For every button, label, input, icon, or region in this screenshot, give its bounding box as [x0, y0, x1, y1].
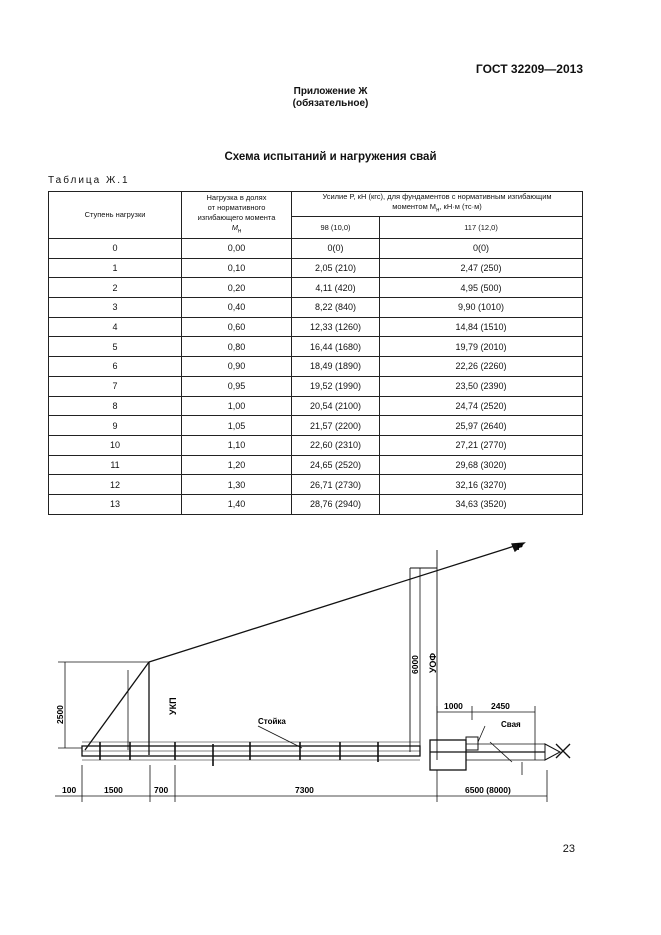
table-cell: 27,21 (2770)	[380, 435, 583, 455]
appendix-heading	[0, 86, 661, 110]
table-cell: 4,95 (500)	[380, 278, 583, 298]
table-cell: 1,30	[182, 475, 292, 495]
header-load-ratio-line1: Нагрузка в долях	[206, 193, 267, 203]
table-cell: 25,97 (2640)	[380, 416, 583, 436]
table-cell: 5	[49, 337, 182, 357]
table-row	[49, 278, 583, 298]
subheader-98: 98 (10,0)	[292, 217, 380, 239]
dim-6000: 6000	[410, 655, 420, 674]
table-cell: 2,05 (210)	[292, 258, 380, 278]
table-cell: 22,26 (2260)	[380, 357, 583, 377]
table-cell: 19,79 (2010)	[380, 337, 583, 357]
table-cell: 2	[49, 278, 182, 298]
dim-6500: 6500 (8000)	[465, 785, 511, 795]
table-cell: 0,95	[182, 376, 292, 396]
table-cell: 2,47 (250)	[380, 258, 583, 278]
header-load-ratio-line2: от нормативного	[207, 203, 266, 213]
appendix-status: (обязательное)	[292, 98, 369, 109]
table-row	[49, 494, 583, 514]
table-cell: 0,10	[182, 258, 292, 278]
header-force-line1: Усилие P, кН (кгс), для фундаментов с нормативным изгибающим	[322, 192, 552, 202]
dim-1500: 1500	[104, 785, 123, 795]
table-cell: 12,33 (1260)	[292, 317, 380, 337]
scheme-title: Схема испытаний и нагружения свай	[224, 151, 437, 163]
document-number: ГОСТ 32209—2013	[475, 62, 583, 76]
dim-1000: 1000	[444, 701, 463, 711]
ukp-label: УКП	[168, 697, 178, 715]
table-cell: 1,20	[182, 455, 292, 475]
force-line	[149, 543, 524, 662]
force-label: P	[517, 542, 524, 552]
stand-label: Стойка	[258, 717, 286, 726]
header-load-ratio-symbol: $M_н$	[231, 223, 242, 235]
header-force	[292, 192, 583, 217]
pile-label: Свая	[501, 720, 521, 729]
subheader-117: 117 (12,0)	[380, 217, 583, 239]
table-cell: 0(0)	[292, 239, 380, 259]
header-load-ratio	[182, 192, 292, 239]
table-cell: 21,57 (2200)	[292, 416, 380, 436]
table-cell: 6	[49, 357, 182, 377]
dim-7300: 7300	[295, 785, 314, 795]
table-cell: 28,76 (2940)	[292, 494, 380, 514]
table-cell: 0	[49, 239, 182, 259]
header-force-line2: моментом $M_н$, кН·м (тс·м)	[392, 202, 482, 214]
table-cell: 7	[49, 376, 182, 396]
table-cell: 24,65 (2520)	[292, 455, 380, 475]
brace-line	[85, 662, 149, 750]
table-cell: 24,74 (2520)	[380, 396, 583, 416]
table-body	[49, 239, 583, 515]
table-cell: 0(0)	[380, 239, 583, 259]
table-row	[49, 317, 583, 337]
table-cell: 13	[49, 494, 182, 514]
table-cell: 12	[49, 475, 182, 495]
table-cell: 9	[49, 416, 182, 436]
table-cell: 1,00	[182, 396, 292, 416]
table-cell: 29,68 (3020)	[380, 455, 583, 475]
appendix-title: Приложение Ж	[293, 86, 368, 97]
dim-2500: 2500	[55, 705, 65, 724]
table-cell: 32,16 (3270)	[380, 475, 583, 495]
table-cell: 10	[49, 435, 182, 455]
dim-2450: 2450	[491, 701, 510, 711]
table-cell: 8	[49, 396, 182, 416]
header-step: Ступень нагрузки	[49, 192, 182, 239]
table-cell: 4,11 (420)	[292, 278, 380, 298]
uof-label: УОФ	[428, 652, 438, 673]
pile-head	[430, 740, 466, 770]
table-cell: 0,60	[182, 317, 292, 337]
table-cell: 20,54 (2100)	[292, 396, 380, 416]
table-cell: 8,22 (840)	[292, 298, 380, 318]
table-row	[49, 416, 583, 436]
table-cell: 0,80	[182, 337, 292, 357]
table-cell: 22,60 (2310)	[292, 435, 380, 455]
load-table	[48, 191, 583, 515]
table-cell: 4	[49, 317, 182, 337]
table-row	[49, 376, 583, 396]
table-row	[49, 239, 583, 259]
table-cell: 16,44 (1680)	[292, 337, 380, 357]
table-row	[49, 357, 583, 377]
table-cell: 1,05	[182, 416, 292, 436]
table-label: Таблица Ж.1	[48, 175, 130, 186]
test-scheme-drawing	[0, 530, 661, 810]
table-cell: 1	[49, 258, 182, 278]
table-cell: 19,52 (1990)	[292, 376, 380, 396]
dim-700: 700	[154, 785, 169, 795]
table-cell: 3	[49, 298, 182, 318]
table-row	[49, 298, 583, 318]
table-cell: 0,90	[182, 357, 292, 377]
table-cell: 14,84 (1510)	[380, 317, 583, 337]
table-row	[49, 258, 583, 278]
table-cell: 1,10	[182, 435, 292, 455]
table-cell: 1,40	[182, 494, 292, 514]
table-row	[49, 455, 583, 475]
table-cell: 23,50 (2390)	[380, 376, 583, 396]
table-cell: 0,40	[182, 298, 292, 318]
table-cell: 11	[49, 455, 182, 475]
table-row	[49, 396, 583, 416]
table-cell: 9,90 (1010)	[380, 298, 583, 318]
dim-100: 100	[62, 785, 77, 795]
table-row	[49, 435, 583, 455]
table-row	[49, 337, 583, 357]
page-number: 23	[562, 843, 575, 855]
table-row	[49, 475, 583, 495]
table-cell: 18,49 (1890)	[292, 357, 380, 377]
header-load-ratio-line3: изгибающего момента	[197, 213, 276, 223]
table-cell: 0,20	[182, 278, 292, 298]
table-cell: 0,00	[182, 239, 292, 259]
table-cell: 26,71 (2730)	[292, 475, 380, 495]
table-cell: 34,63 (3520)	[380, 494, 583, 514]
